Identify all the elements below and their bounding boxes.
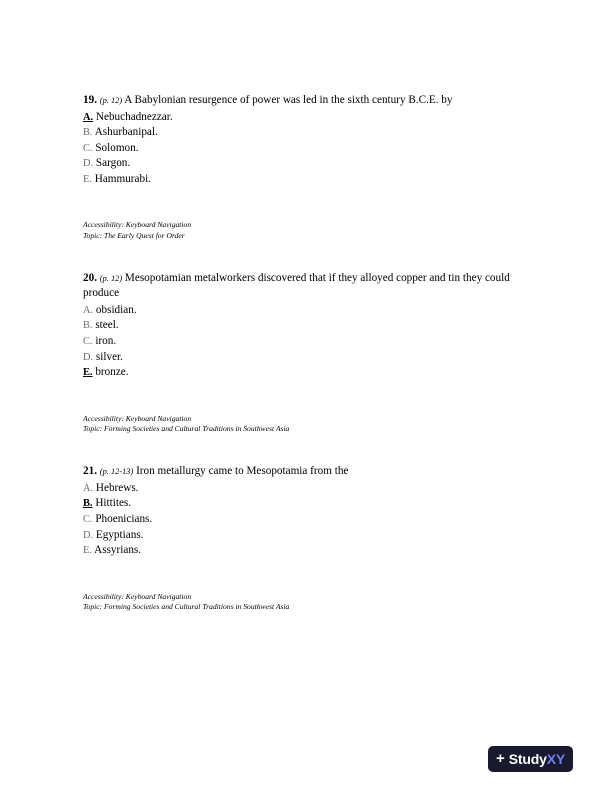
question-block	[83, 271, 529, 464]
question-stem	[83, 271, 529, 302]
choice-letter: D.	[83, 351, 94, 363]
answer-choice[interactable]	[83, 334, 529, 350]
choice-letter: E.	[83, 545, 92, 557]
question-block	[83, 464, 529, 612]
choice-text: obsidian.	[95, 303, 137, 316]
questions-container	[83, 93, 529, 612]
spacer	[83, 434, 529, 464]
question-text: A Babylonian resurgence of power was led in the sixth century B.C.E. by	[124, 94, 453, 106]
answer-choice[interactable]	[83, 496, 529, 512]
answer-choice[interactable]	[83, 350, 529, 366]
brand-suffix: XY	[546, 751, 565, 767]
choice-text: Assyrians.	[94, 544, 142, 557]
choice-text: Nebuchadnezzar.	[95, 110, 173, 123]
question-page-ref: (p. 12)	[99, 96, 123, 105]
answer-choice[interactable]	[83, 512, 529, 528]
answer-choice[interactable]	[83, 543, 529, 559]
question-text: Iron metallurgy came to Mesopotamia from the	[136, 465, 349, 478]
choice-letter: C.	[83, 142, 93, 154]
choice-letter: B.	[83, 320, 93, 332]
question-metadata	[83, 414, 529, 434]
choice-letter: A.	[83, 304, 94, 316]
question-number: 21.	[83, 465, 97, 478]
topic-note: Topic: Forming Societies and Cultural Traditions in Southwest Asia	[83, 424, 290, 434]
choice-text: Ashurbanipal.	[94, 126, 158, 139]
answer-choice[interactable]	[83, 365, 529, 381]
question-text: Mesopotamian metalworkers discovered that if they alloyed copper and tin they could produce	[83, 271, 510, 300]
answer-choice[interactable]	[83, 303, 529, 319]
choice-letter: B.	[83, 498, 93, 510]
question-number: 19.	[83, 94, 97, 106]
choice-letter: D.	[83, 529, 94, 541]
topic-note: Topic: Forming Societies and Cultural Traditions in Southwest Asia	[83, 601, 290, 611]
question-stem	[83, 93, 529, 109]
question-block	[83, 93, 529, 271]
choice-text: Hebrews.	[95, 481, 139, 494]
brand-prefix: Study	[508, 751, 547, 767]
brand-name	[509, 751, 565, 767]
choice-text: silver.	[95, 350, 123, 363]
accessibility-note: Accessibility: Keyboard Navigation	[83, 220, 192, 230]
question-metadata	[83, 592, 529, 612]
answer-choice[interactable]	[83, 481, 529, 497]
choice-letter: B.	[83, 127, 93, 139]
choice-text: Solomon.	[95, 141, 139, 154]
choice-text: Sargon.	[95, 157, 131, 170]
question-number: 20.	[83, 271, 97, 284]
choice-text: Hittites.	[95, 497, 132, 510]
question-page-ref: (p. 12)	[99, 273, 123, 283]
spacer	[83, 241, 529, 271]
answer-choice[interactable]	[83, 172, 529, 188]
answer-choice[interactable]	[83, 318, 529, 334]
choice-letter: A.	[83, 482, 94, 494]
question-metadata	[83, 220, 529, 240]
question-stem	[83, 464, 529, 480]
choice-letter: D.	[83, 158, 94, 170]
choice-letter: C.	[83, 336, 93, 348]
answer-choice[interactable]	[83, 156, 529, 172]
question-page-ref: (p. 12-13)	[99, 467, 134, 477]
choice-text: Egyptians.	[95, 528, 144, 541]
answer-choice[interactable]	[83, 141, 529, 157]
choice-text: iron.	[95, 335, 117, 348]
choice-letter: A.	[83, 111, 94, 123]
choice-text: Hammurabi.	[94, 172, 151, 185]
choice-letter: E.	[83, 367, 93, 379]
topic-note: Topic: The Early Quest for Order	[83, 230, 185, 240]
studyxy-logo[interactable]	[488, 746, 573, 772]
choice-letter: E.	[83, 173, 92, 185]
choice-text: Phoenicians.	[95, 512, 153, 525]
choice-text: bronze.	[95, 366, 129, 379]
choice-letter: C.	[83, 513, 93, 525]
answer-choice[interactable]	[83, 528, 529, 544]
answer-choice[interactable]	[83, 125, 529, 141]
answer-choice[interactable]	[83, 110, 529, 126]
accessibility-note: Accessibility: Keyboard Navigation	[83, 413, 192, 423]
accessibility-note: Accessibility: Keyboard Navigation	[83, 591, 192, 601]
choice-text: steel.	[95, 319, 119, 332]
plus-icon: +	[496, 750, 505, 767]
